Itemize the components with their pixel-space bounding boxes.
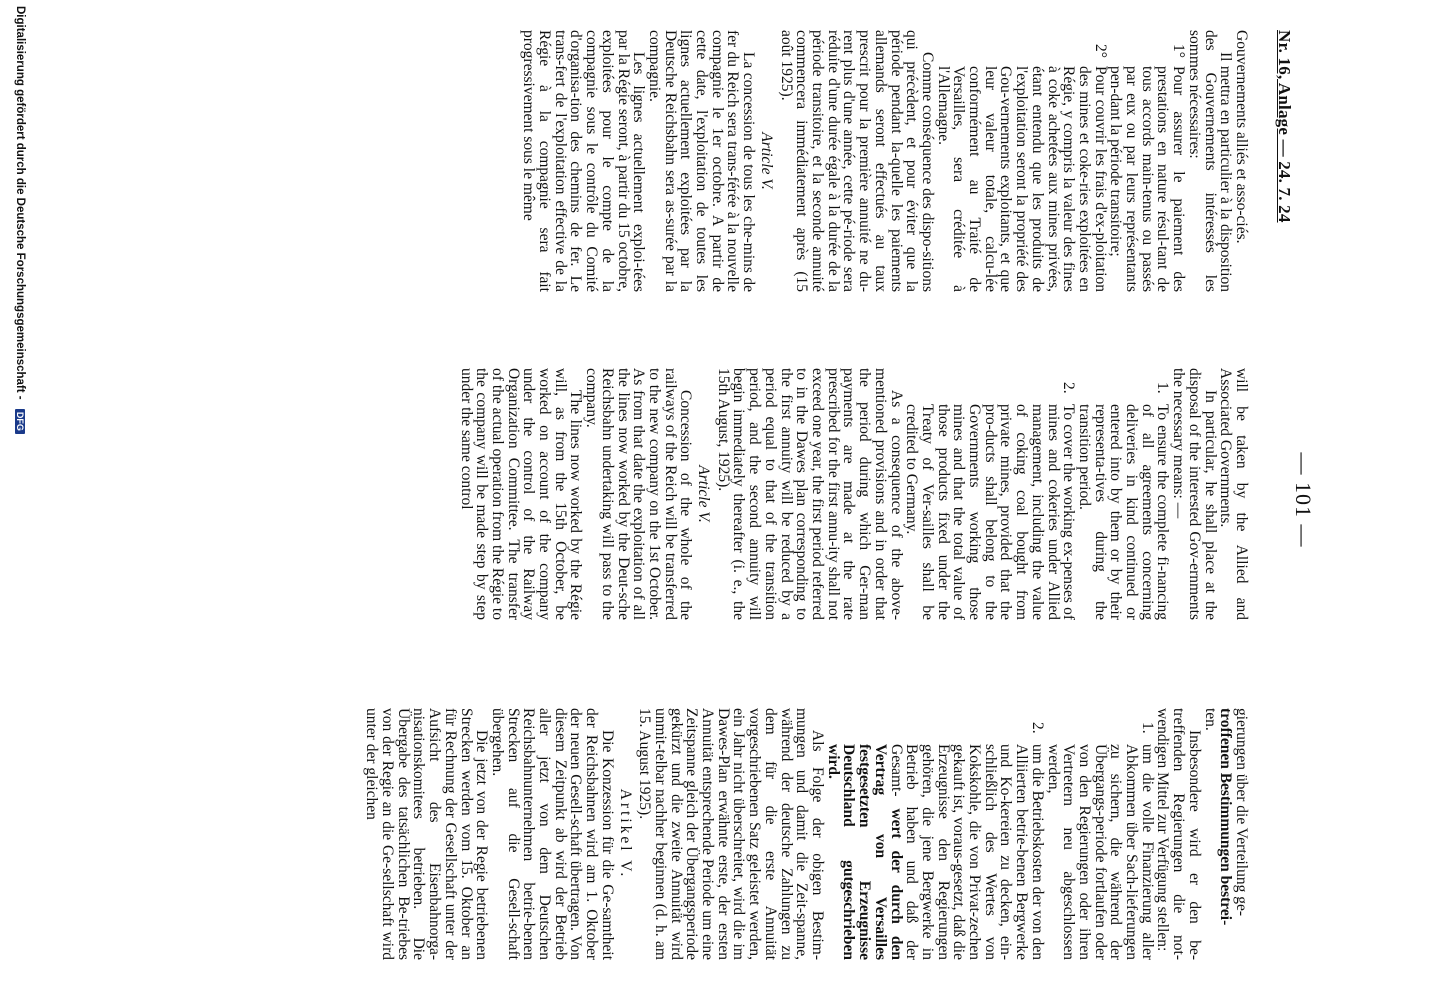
english-intro: will be taken by the Allied and Associated Governments. <box>1217 368 1250 620</box>
french-item-1-text: Pour assurer le paiement des prestations en nature résul-tant de tous accords main-tenus ou passés par eux ou par leurs représentants pen-dant la période transitoire; <box>1107 66 1188 292</box>
english-item-1 <box>1076 382 1170 620</box>
english-column <box>458 368 1249 620</box>
french-paragraph-3b: Les lignes actuellement exploi-tées par la Régie seront, à partir du 15 octobre, exploitées pour le compte de la compagnie sous le contrôle du Comité d'organisa-tion des chemins de fer. Le trans-fert de l'exploitation effective de la Régie à la compagnie sera fait progressivement sous le même <box>520 30 648 292</box>
english-paragraph-3b: The lines now worked by the Régie will, as from the 15th October, be worked on account of the company under the control of the Railway Organization Committee. The transfer of the actual operation from the Régie to the company will be made step by step under the same control <box>457 368 585 620</box>
german-article-heading: Artikel V. <box>616 788 634 880</box>
german-intro-line-1: gierungen über die Verteilung ge- <box>1233 708 1250 917</box>
german-paragraph-3b: Die jetzt von der Regie betriebenen Strecken werden vom 15. Oktober an für Rechnung der Gesellschaft unter der Aufsicht des Eisenbahnorga-nisationskomitees betrieben. Die Übergabe des tatsächlichen Be-triebes von der Regie an die Ge-sellschaft wird unter der gleichen <box>363 708 491 960</box>
french-paragraph-2: Comme conséquence des dispo-sitions qui précèdent, et pour éviter que la période pendant la-quelle les paiements allemands seront effectués au taux prescrit pour la première annuité ne du-rent plus d'une année, cette pé-riode sera réduite d'une durée égale à la durée de la période transitoire, et la seconde annuité commencera immédiatement après (15 août 1925). <box>777 30 936 292</box>
german-column <box>364 708 1249 960</box>
dfg-logo: DFG <box>15 409 25 434</box>
page-number: — 101 — <box>1291 452 1316 548</box>
english-paragraph-3a: Concession of the whole of the railways of the Reich will be transferred to the new company on the 1st October. As from that date the exploitation of all the lines now worked by the Deut-sche Reichsbahn undertaking will pass to the company. <box>583 368 695 620</box>
french-item-2 <box>935 44 1108 292</box>
french-item-2-number: 2° <box>1091 44 1109 58</box>
english-paragraph-2: As a consequence of the above-mentioned provisions and in order that the period during which Ger-man payments are made at the rate prescribed for the first annu-ity shall not exceed one year, the first period referred to in the Dawes plan corresponding to the first annuity will be reduced by a period equal to that of the transition period, and the second annuity will begin immediately thereafter (i. e., the 15th August, 1925). <box>714 368 905 620</box>
english-item-2-number: 2. <box>1060 382 1078 394</box>
german-paragraph-3a: Die Konzession für die Ge-samtheit der Reichsbahnen wird am 1. Oktober der neuen Gesell-schaft übertragen. Von diesem Zeitpunkt ab wird der Betrieb aller jetzt von dem Deutschen Reichsbahnunternehmen betrie-benen Strecken auf die Gesell-schaft übergehen. <box>488 708 616 960</box>
german-paragraph-2: Als Folge der obigen Bestim-mungen und damit die Zeit-spanne, während der deutsche Zahlungen zu dem für die erste Annuität vorgeschriebenen Satz geleistet werden, ein Jahr nicht überschreitet, wird die im Dawes-Plan erwähnte erste, der ersten Annuität entsprechende Periode um eine Zeitspanne gleich der Übergangsperiode gekürzt und die zweite Annuität wird unmit-telbar nachher beginnen (d. h. am 15. August 1925). <box>636 708 827 960</box>
digitization-credit <box>14 0 26 1006</box>
english-paragraph: In particular, he shall place at the disposal of the interested Gov-ernments the necessary means: — <box>1170 368 1219 620</box>
french-column <box>521 30 1249 292</box>
french-paragraph: Il mettra en particulier à la disposition des Gouvernements intéressés les sommes nécessaires: <box>1185 30 1235 292</box>
french-paragraph-3a: La concession de tous les che-mins de fer du Reich sera trans-férée à la nouvelle compagnie le 1er octobre. A partir de cette date, l'exploitation de toutes les lignes actuellement exploitées par la Deutsche Reichsbahn sera as-surée par la compagnie. <box>645 30 758 292</box>
gazette-issue-header: Nr. 16, Anlage — 24. 7. 24 <box>1275 30 1294 223</box>
english-item-2 <box>904 382 1077 620</box>
german-paragraph: Insbesondere wird er den be-treffenden Regierungen die not-wendigen Mittel zur Verfügung stellen: <box>1154 708 1203 960</box>
german-item-1 <box>1045 722 1155 960</box>
french-intro: Gouvernements alliés et asso-ciés. <box>1233 30 1250 244</box>
german-intro-line-3: ten. <box>1201 708 1219 731</box>
german-item-1-text: um die volle Finanzierung aller Abkommen über Sach-lieferungen zu sichern, die während der Übergangs-periode fortlaufen oder von den Regierungen oder ihren Vertretern neu abgeschlossen werden, <box>1044 744 1156 960</box>
english-article-heading: Article V. <box>695 465 713 523</box>
english-item-1-text: To ensure the complete fi-nancing of all agreements concerning deliveries in kind continued or entered into by them or by their representa-tives during the transition period. <box>1075 404 1172 620</box>
english-item-2-text: To cover the working ex-penses of mines and cokeries under Allied management, including the value of coking coal bought from private mines, provided that the pro-ducts shall belong to the Governments working those mines and that the total value of those products fixed under the Treaty of Ver-sailles shall be credited to Germany. <box>903 404 1078 620</box>
digitization-credit-text: Digitalisierung gefördert durch die Deutsche Forschungsgemeinschaft - <box>14 6 26 400</box>
german-item-2 <box>825 722 1045 960</box>
german-intro-line-2: troffenen Bestimmungen bestrei- <box>1217 708 1235 926</box>
english-item-1-number: 1. <box>1154 382 1172 394</box>
french-article-heading: Article V. <box>757 132 775 190</box>
german-item-2-number: 2. <box>1028 722 1046 734</box>
german-item-2-text-bold: wert der durch den Vertrag von Versailles festgesetzten Erzeugnisse Deutschland gutgeschrieben wird. <box>824 744 905 960</box>
french-item-2-text: Pour couvrir les frais d'ex-ploitation des mines et coke-ries exploitées en Régie, y compris la valeur des fines à coke achetées aux mines privées, étant entendu que les produits de l'exploitation seront la propriété des Gou-vernements exploitants, et que leur valeur totale, calcu-lée conformément au Traité de Versailles, sera créditée à l'Allemagne. <box>934 66 1109 292</box>
german-item-2-text: um die Betriebskosten der von den Alliierten betrie-benen Bergwerke und Ko-kereien zu decken, ein-schließlich des Wertes von Kokskohle, die von Privat-zechen gekauft ist, voraus-gesetzt, daß die Erzeugnisse den Regierungen gehören, die jene Bergwerke in Betrieb haben und daß der Gesamt- <box>887 744 1046 960</box>
french-item-1 <box>1108 44 1187 292</box>
french-item-1-number: 1° <box>1170 44 1188 58</box>
german-item-1-number: 1. <box>1138 722 1156 734</box>
